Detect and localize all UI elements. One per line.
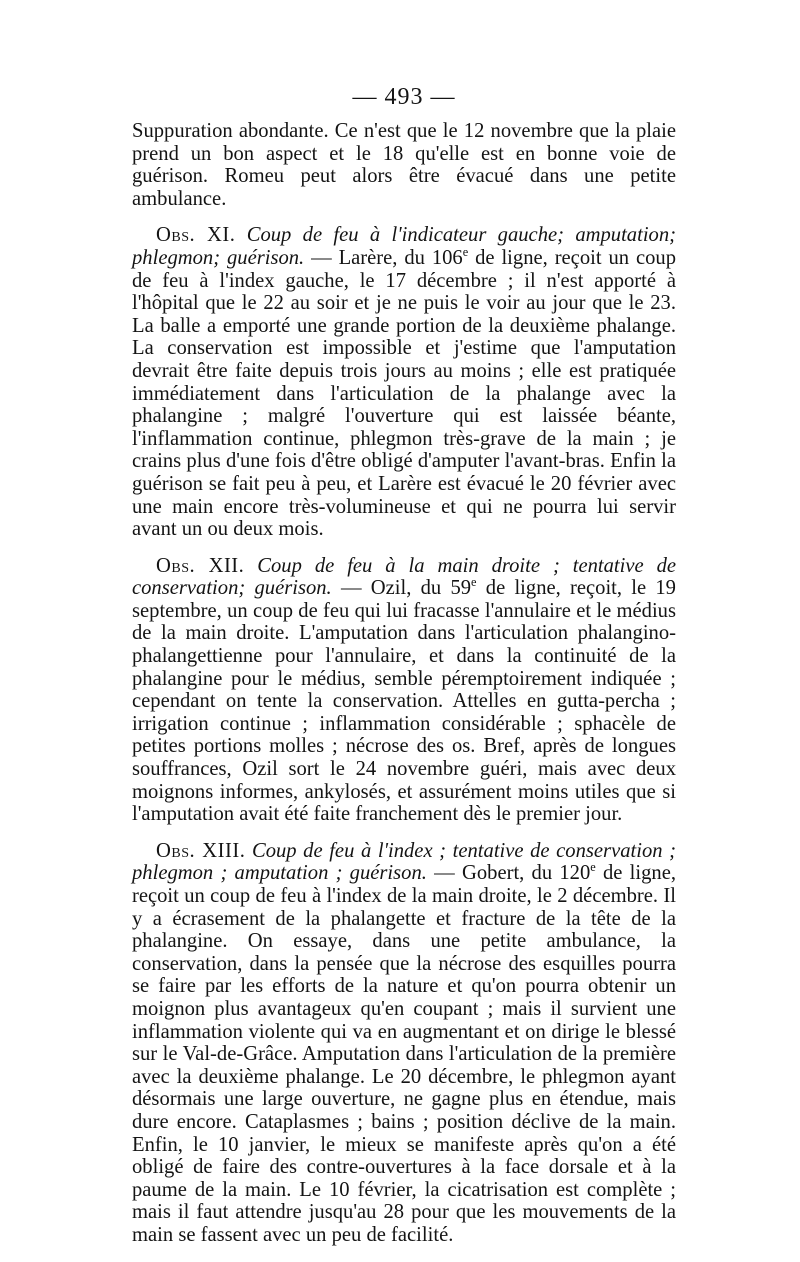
observation-text-body: de ligne, reçoit, le 19 septembre, un coup de feu qui lui fracasse l'annulaire et le médius de la main droite. L'amputation dans l'articulation phalangino-phalangettienne pour l'annulaire, et dans la continuité de la phalangine pour le médius, semble péremptoirement indiquée ; cependant on tente la conservation. Attelles en gutta-percha ; irrigation continue ; inflammation considérable ; sphacèle de petites portions molles ; nécrose des os. Bref, après de longues souffrances, Ozil sort le 24 novembre guéri, mais avec deux moignons informes, ankylosés, et assurément moins utiles que si l'amputation avait été faite franchement dès le premier jour. <box>132 577 676 826</box>
observation-xi <box>132 224 676 540</box>
paragraph-continuation: Suppuration abondante. Ce n'est que le 12 novembre que la plaie prend un bon aspect et le 18 qu'elle est en bonne voie de guérison. Romeu peut alors être évacué dans une petite ambulance. <box>132 120 676 210</box>
observation-title: Coup de feu à l'indicateur gauche; amputation; phlegmon; guérison. <box>132 224 677 269</box>
observation-text-start: — Gobert, du 120 <box>426 862 591 885</box>
observation-xiii <box>132 840 676 1247</box>
observation-title: Coup de feu à l'index ; tentative de conservation ; phlegmon ; amputation ; guérison. <box>132 839 677 885</box>
observation-text-start: — Ozil, du 59 <box>331 577 472 600</box>
observation-label: Obs. XIII. <box>156 839 246 862</box>
ordinal-superscript: e <box>590 860 596 875</box>
observation-text-body: de ligne, reçoit un coup de feu à l'index gauche, le 17 décembre ; il n'est apporté à l'hôpital que le 22 au soir et je ne puis le voir au jour que le 23. La balle a emporté une grande portion de la deuxième phalange. La conservation est impossible et j'estime que l'amputation devrait être faite depuis trois jours au moins ; elle est pratiquée immédiatement dans l'articulation de la phalange avec la phalangine ; malgré l'ouverture qui est laissée béante, l'inflammation continue, phlegmon très-grave de la main ; je crains plus d'une fois d'être obligé d'amputer l'avant-bras. Enfin la guérison se fait peu à peu, et Larère est évacué le 20 février avec une main encore très-volumineuse et qui ne pourra lui servir avant un ou deux mois. <box>132 246 676 541</box>
observation-text-start: — Larère, du 106 <box>304 246 463 269</box>
observation-label: Obs. XII. <box>156 554 245 577</box>
ordinal-superscript: e <box>471 575 477 590</box>
observation-label: Obs. XI. <box>156 224 236 247</box>
observation-text-body: de ligne, reçoit un coup de feu à l'index de la main droite, le 2 décembre. Il y a écrasement de la phalangette et fracture de la tête de la phalangine. On essaye, dans une petite ambulance, la conservation, dans la pensée que la nécrose des esquilles pourra se faire par les efforts de la nature et qu'on pourra obtenir un moignon plus avantageux qu'en coupant ; mais il survient une inflammation violente qui va en augmentant et on dirige le blessé sur le Val-de-Grâce. Amputation dans l'articulation de la première avec la deuxième phalange. Le 20 décembre, le phlegmon ayant désormais une large ouverture, ne gagne plus en étendue, mais dure encore. Cataplasmes ; bains ; position déclive de la main. Enfin, le 10 janvier, le mieux se manifeste après qu'on a été obligé de faire des contre-ouvertures à la face dorsale et à la paume de la main. Le 10 février, la cicatrisation est complète ; mais il faut attendre jusqu'au 28 pour que les mouvements de la main se fassent avec un peu de facilité. <box>132 862 676 1246</box>
book-page <box>132 80 676 1247</box>
observation-title: Coup de feu à la main droite ; tentative de conservation; guérison. <box>132 554 677 600</box>
ordinal-superscript: e <box>462 245 469 260</box>
observation-xii <box>132 555 676 826</box>
page-number: — 493 — <box>352 84 456 110</box>
